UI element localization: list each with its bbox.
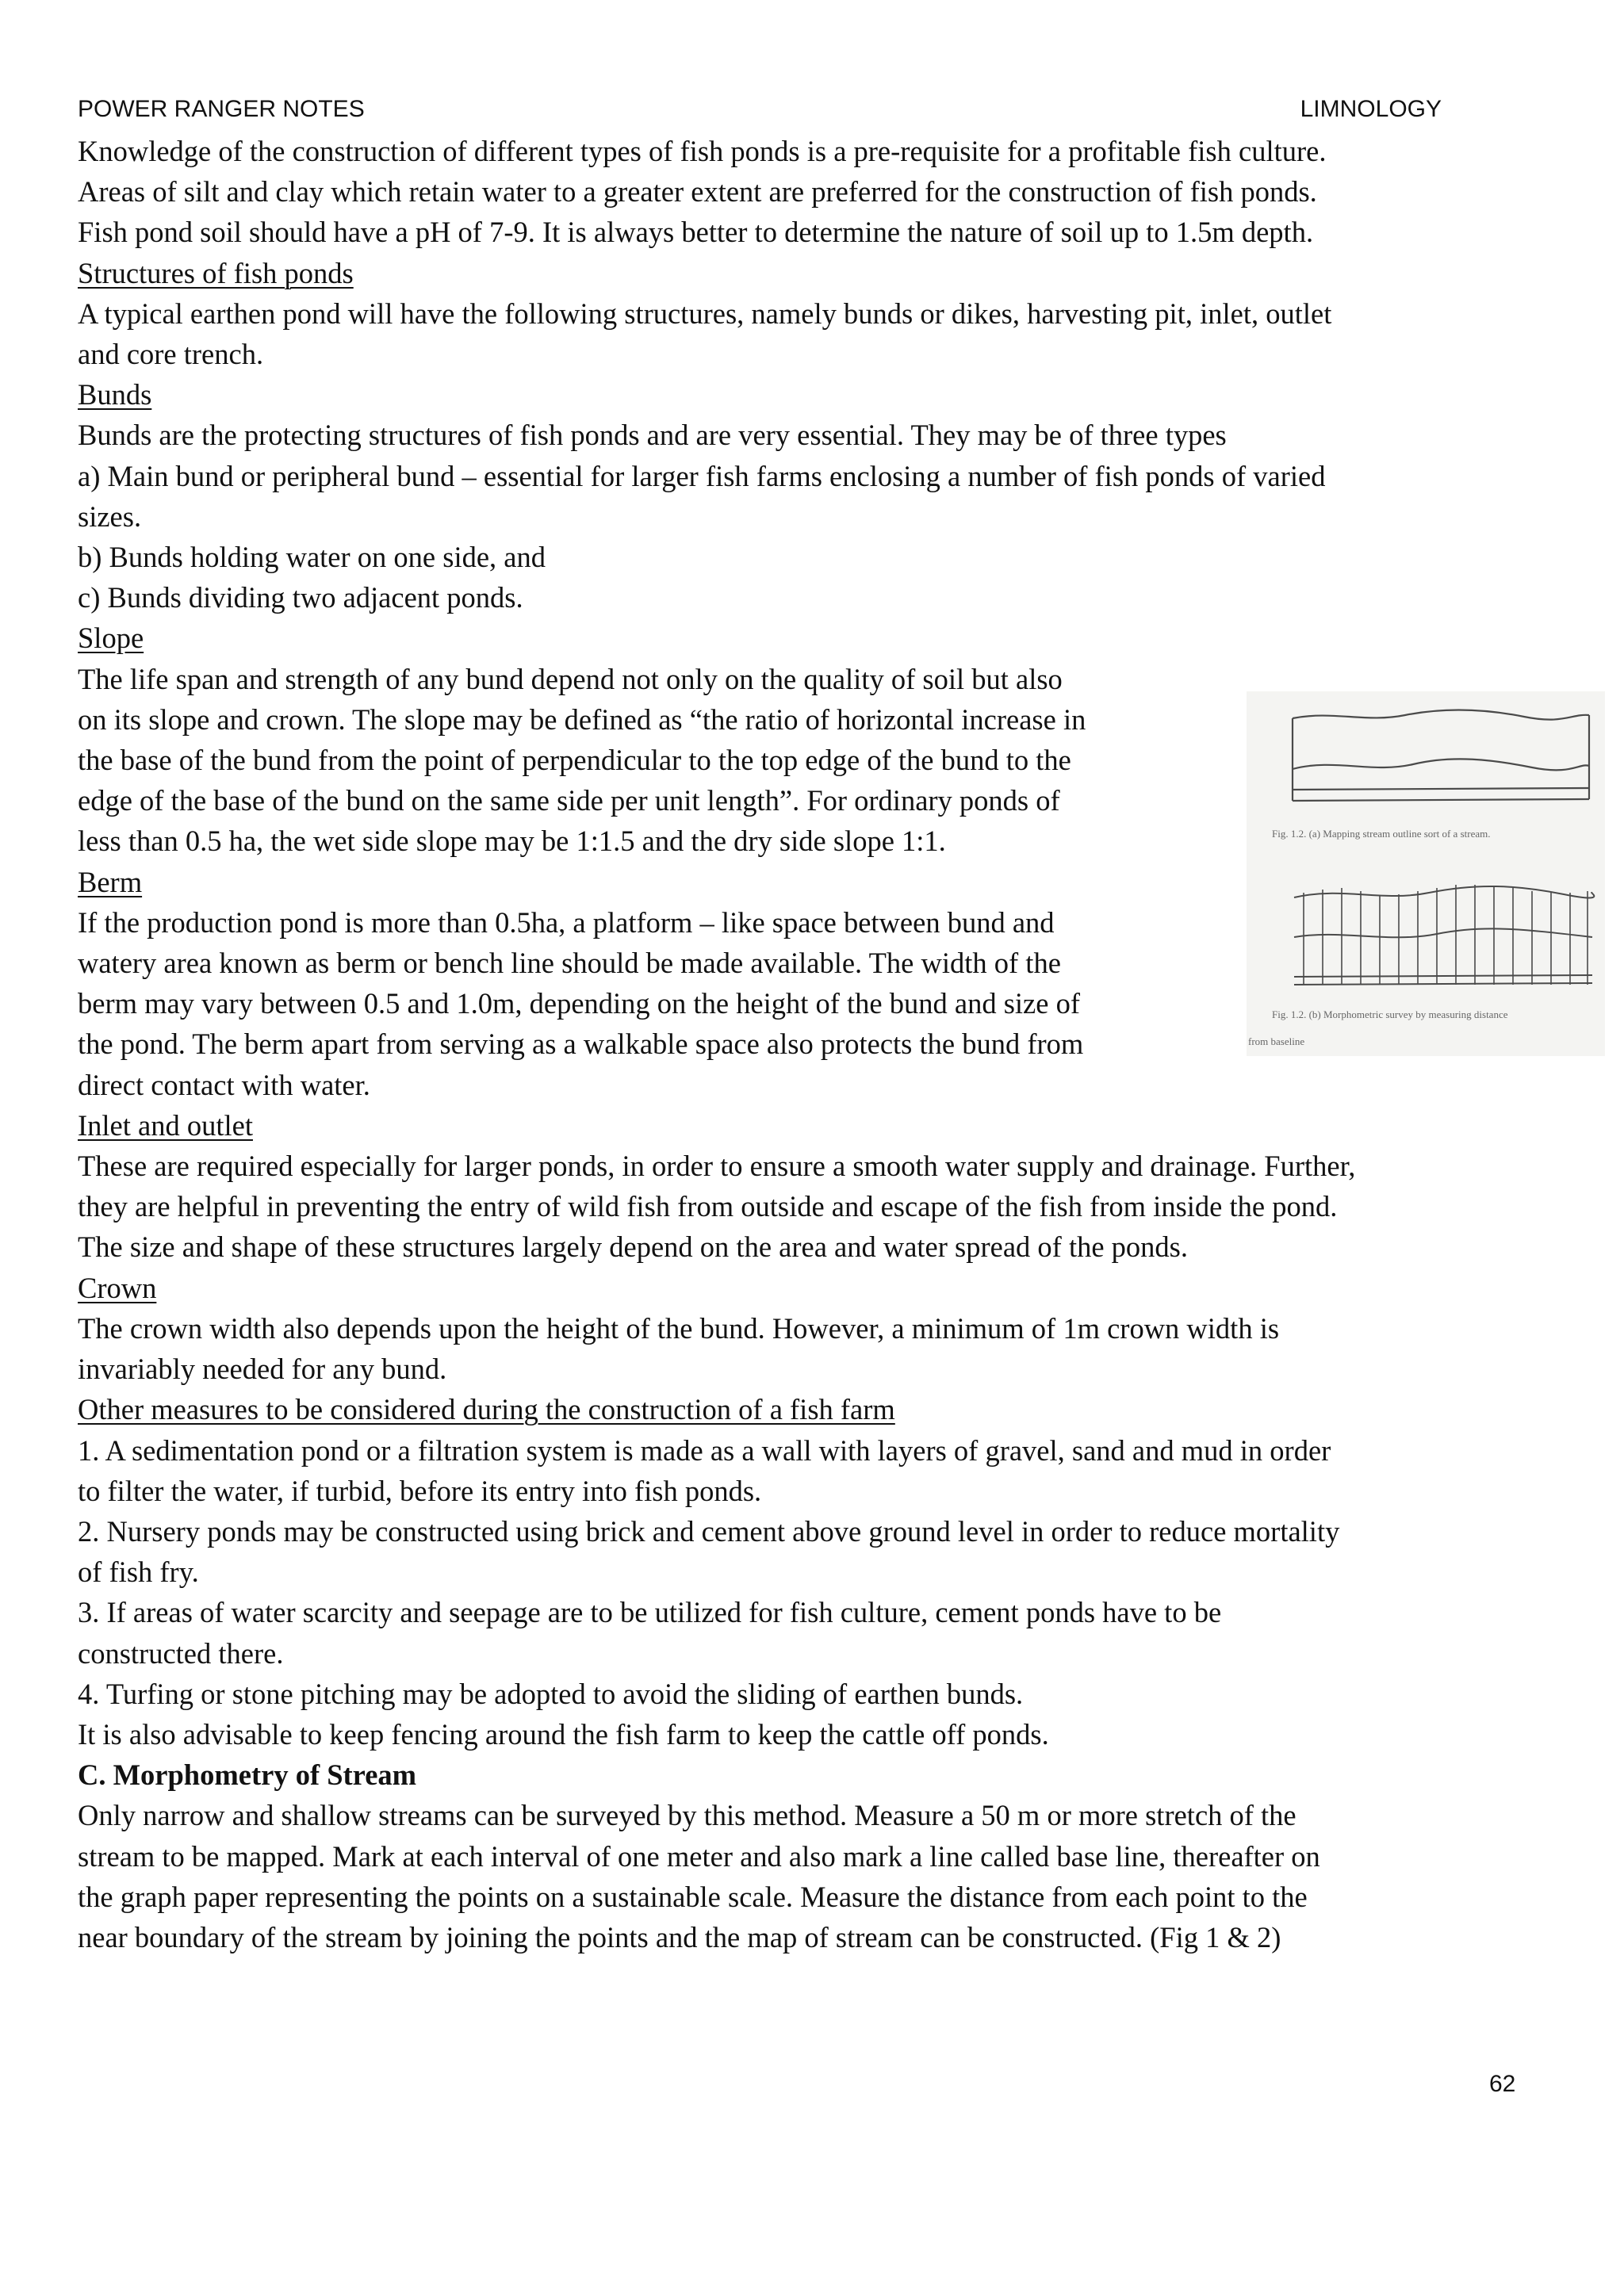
text-line: c) Bunds dividing two adjacent ponds. (78, 581, 523, 614)
text-line: If the production pond is more than 0.5ha, a platform – like space between bund and (78, 905, 1055, 939)
baseline-b-double (1294, 983, 1592, 985)
text-line: Bunds are the protecting structures of fish ponds and are very essential. They may be of three types (78, 419, 1227, 452)
section-heading-berm: Berm (78, 865, 143, 898)
figure-caption-b-cont: from baseline (1248, 1035, 1305, 1047)
text-line: Areas of silt and clay which retain water to a greater extent are preferred for the construction of fish ponds. (78, 175, 1317, 209)
text-line: sizes. (78, 499, 142, 533)
text-line: invariably needed for any bund. (78, 1353, 447, 1386)
text-line: constructed there. (78, 1636, 284, 1670)
text-line: It is also advisable to keep fencing around the fish farm to keep the cattle off ponds. (78, 1717, 1049, 1751)
text-line: Only narrow and shallow streams can be surveyed by this method. Measure a 50 m or more stretch of the (78, 1799, 1297, 1832)
text-line: less than 0.5 ha, the wet side slope may be 1:1.5 and the dry side slope 1:1. (78, 825, 946, 858)
text-line: watery area known as berm or bench line should be made available. The width of the (78, 947, 1061, 980)
stream-mapping-figure (1247, 691, 1605, 1056)
text-line: These are required especially for larger ponds, in order to ensure a smooth water supply and drainage. Further, (78, 1150, 1356, 1183)
baseline-b (1294, 975, 1592, 977)
text-line: berm may vary between 0.5 and 1.0m, depending on the height of the bund and size of (78, 987, 1080, 1020)
text-line: 2. Nursery ponds may be constructed using brick and cement above ground level in order to reduce mortality (78, 1514, 1340, 1548)
text-line: 3. If areas of water scarcity and seepage are to be utilized for fish culture, cement ponds have to be (78, 1596, 1222, 1629)
section-heading-morphometry: C. Morphometry of Stream (78, 1758, 417, 1792)
figure-a-diagram (1293, 710, 1589, 801)
text-line: The crown width also depends upon the height of the bund. However, a minimum of 1m crown width is (78, 1311, 1280, 1345)
text-line: Knowledge of the construction of different types of fish ponds is a pre-requisite for a profitable fish culture. (78, 135, 1327, 167)
text-line: near boundary of the stream by joining the points and the map of stream can be constructed. (Fig 1 & 2) (78, 1920, 1281, 1954)
text-line: edge of the base of the bund on the same side per unit length”. For ordinary ponds of (78, 784, 1060, 817)
text-line: the graph paper representing the points on a sustainable scale. Measure the distance from each point to the (78, 1880, 1308, 1913)
text-line: The life span and strength of any bund depend not only on the quality of soil but also (78, 662, 1063, 695)
page-header (78, 94, 1442, 125)
text-line: The size and shape of these structures largely depend on the area and water spread of the ponds. (78, 1230, 1188, 1264)
stream-boundary-b-top (1294, 886, 1594, 898)
base-line-a (1293, 788, 1589, 790)
text-line: on its slope and crown. The slope may be defined as “the ratio of horizontal increase in (78, 702, 1086, 736)
text-line: and core trench. (78, 338, 264, 371)
section-heading-bunds: Bunds (78, 378, 152, 411)
header-right: LIMNOLOGY (1300, 96, 1442, 122)
section-heading-inlet-outlet: Inlet and outlet (78, 1108, 253, 1142)
text-line: direct contact with water. (78, 1068, 370, 1101)
text-line: the base of the bund from the point of perpendicular to the top edge of the bund to the (78, 744, 1071, 777)
text-line: Fish pond soil should have a pH of 7-9. It is always better to determine the nature of soil up to 1.5m depth. (78, 216, 1314, 249)
text-line: the pond. The berm apart from serving as a walkable space also protects the bund from (78, 1027, 1084, 1061)
text-line: stream to be mapped. Mark at each interval of one meter and also mark a line called base line, thereafter on (78, 1839, 1320, 1873)
stream-boundary-b-mid (1294, 928, 1592, 937)
stream-upper-bank (1293, 710, 1589, 719)
text-line: b) Bunds holding water on one side, and (78, 541, 546, 574)
text-line: 1. A sedimentation pond or a filtration system is made as a wall with layers of gravel, sand and mud in order (78, 1433, 1331, 1467)
stream-lower-bank (1293, 759, 1589, 770)
text-line: a) Main bund or peripheral bund – essential for larger fish farms enclosing a number of fish ponds of varied (78, 459, 1326, 492)
figure-b-diagram (1294, 885, 1594, 985)
base-line-a-double (1293, 799, 1589, 801)
section-heading-crown: Crown (78, 1271, 157, 1304)
figure-drawing (1247, 691, 1605, 1056)
text-line: 4. Turfing or stone pitching may be adopted to avoid the sliding of earthen bunds. (78, 1677, 1024, 1710)
section-heading-structures: Structures of fish ponds (78, 256, 354, 289)
text-line: to filter the water, if turbid, before its entry into fish ponds. (78, 1474, 762, 1507)
text-line: A typical earthen pond will have the following structures, namely bunds or dikes, harvesting pit, inlet, outlet (78, 297, 1332, 330)
text-line: they are helpful in preventing the entry of wild fish from outside and escape of the fish from inside the pond. (78, 1190, 1338, 1223)
text-line: of fish fry. (78, 1556, 199, 1589)
page-number: 62 (1489, 2071, 1516, 2097)
section-heading-slope: Slope (78, 622, 144, 655)
header-left: POWER RANGER NOTES (78, 96, 365, 122)
figure-caption-a: Fig. 1.2. (a) Mapping stream outline sort of a stream. (1272, 828, 1491, 840)
section-heading-other-measures: Other measures to be considered during the construction of a fish farm (78, 1393, 895, 1426)
figure-caption-b: Fig. 1.2. (b) Morphometric survey by measuring distance (1272, 1008, 1508, 1020)
